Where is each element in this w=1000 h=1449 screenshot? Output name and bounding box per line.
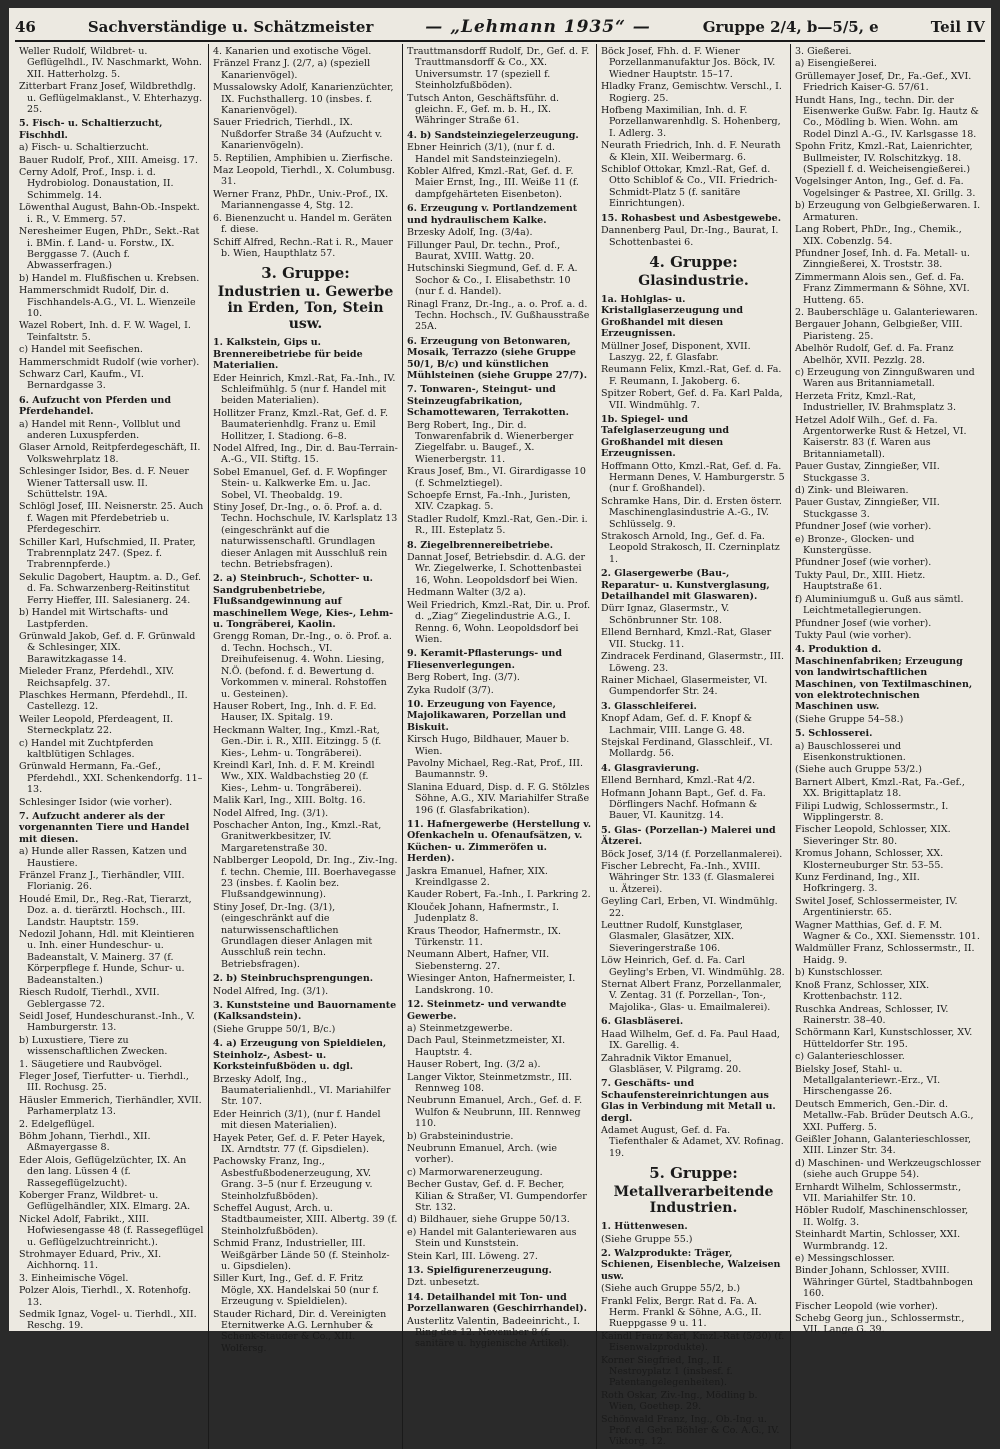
directory-entry: Spohn Fritz, Kmzl.-Rat, Laienrichter, Bullmeister, IV. Rolschitzkyg. 18. (Speziell f. d. Weicheisengießerei.) — [795, 141, 973, 176]
section-heading: 9. Keramit-Pflasterungs- und Fliesenverlegungen. — [407, 648, 562, 671]
directory-entry: (Siehe Gruppe 55.) — [601, 1233, 693, 1245]
directory-entry: Pfundner Josef (wie vorher). — [795, 521, 932, 533]
directory-entry: Filipi Ludwig, Schlossermstr., I. Wipplingerstr. 8. — [795, 800, 949, 823]
directory-entry: Neumann Albert, Hafner, VII. Siebensterng. 27. — [407, 949, 550, 972]
directory-entry: Hayek Peter, Gef. d. F. Peter Hayek, IX. Arndtstr. 77 (f. Gipsdielen). — [213, 1132, 386, 1155]
section-heading: 11. Hafnergewerbe (Herstellung v. Ofenkacheln u. Ofenaufsätzen, v. Küchen- u. Zimmeröfen u. Herden). — [407, 819, 592, 865]
directory-entry: Eder Heinrich, Kmzl.-Rat, Fa.-Inh., IV. Schleifmühlg. 5 (nur f. Handel mit beiden Materialien). — [213, 372, 396, 407]
directory-entry: Fischer Leopold (wie vorher). — [795, 1300, 938, 1312]
directory-entry: Herzeta Fritz, Kmzl.-Rat, Industrieller, IV. Brahmsplatz 3. — [795, 390, 957, 414]
directory-entry: Adamet August, Gef. d. Fa. Tiefenthaler & Adamet, XV. Rofinag. 19. — [601, 1124, 784, 1159]
directory-entry: Fränzel Franz J., Tierhändler, VIII. Florianig. 26. — [19, 870, 185, 893]
directory-entry: 4. Kanarien und exotische Vögel. — [213, 46, 372, 57]
directory-entry: Stauder Richard, Dir. d. Vereinigten Eternitwerke A.G. Lernhuber & Schenk-Stauder & Co., XIII. Wolfersg. — [213, 1308, 387, 1354]
directory-entry: Schebg Georg jun., Schlossermstr., VII. Lange G. 39. — [795, 1313, 965, 1336]
directory-entry: Fischer Leopold, Schlosser, XIX. Sieveringer Str. 80. — [795, 824, 951, 847]
column-4 — [597, 44, 791, 1449]
directory-entry: Weiler Leopold, Pferdeagent, II. Sterneckplatz 22. — [19, 713, 174, 737]
section-heading: 10. Erzeugung von Fayence, Majolikawaren, Porzellan und Biskuit. — [407, 698, 567, 733]
directory-entry: Fischer Lebrecht, Fa.-Inh., XVIII. Währinger Str. 133 (f. Glasmalerei u. Ätzerei). — [601, 861, 775, 895]
directory-entry: Slanina Eduard, Disp. d. F. G. Stölzles Söhne, A.G., XIV. Mariahilfer Straße 196 (f. Glasfabrikation). — [407, 781, 590, 816]
section-heading: 2. Glasergewerbe (Bau-, Reparatur- u. Kunstverglasung, Detailhandel mit Glaswaren). — [601, 568, 770, 603]
directory-entry: 3. Einheimische Vögel. — [19, 1272, 129, 1284]
section-heading: 1. Hüttenwesen. — [601, 1221, 688, 1233]
group-heading: 4. Gruppe: — [649, 252, 738, 271]
directory-entry: Weller Rudolf, Wildbret- u. Geflügelhdl., IV. Naschmarkt, Wohn. XII. Hatterholzg. 5. — [19, 46, 202, 80]
directory-entry: Cerny Adolf, Prof., Insp. i. d. Hydrobiolog. Donaustation, II. Schimmelg. 14. — [19, 167, 174, 201]
directory-entry: Kaindl Franz Karl, Kmzl.-Rat (5/30) (f. Eisenwalzprodukte). — [601, 1330, 785, 1354]
directory-entry: Neubrunn Emanuel, Arch. (wie vorher). — [407, 1142, 557, 1166]
directory-entry: Hladky Franz, Gemischtw. Verschl., I. Rogierg. 25. — [601, 81, 782, 104]
directory-entry: Schramke Hans, Dir. d. Ersten österr. Maschinenglasindustrie A.-G., IV. Schlüsselg. 9. — [601, 495, 782, 530]
directory-entry: Sobel Emanuel, Gef. d. F. Wopfinger Stein- u. Kalkwerke Em. u. Jac. Sobel, VI. Theobaldg. 19. — [213, 466, 387, 501]
directory-entry: Schoepfe Ernst, Fa.-Inh., Juristen, XIV. Czapkag. 5. — [407, 490, 571, 513]
directory-entry: Waldmüller Franz, Schlossermstr., II. Haidg. 9. — [795, 943, 975, 966]
directory-entry: Eder Alois, Geflügelzüchter, IX. An den lang. Lüssen 4 (f. Rassegeflügelzucht). — [19, 1154, 187, 1189]
directory-entry: Zyka Rudolf (3/7). — [407, 684, 494, 696]
directory-entry: Schlögl Josef, III. Neisnerstr. 25. Auch f. Wagen mit Pferdebetrieb u. Pferdegeschirr. — [19, 501, 204, 536]
section-heading: 6. Erzeugung von Betonwaren, Mosaik, Terrazzo (siehe Gruppe 50/1, B/c) und künstlichen Mühlsteinen (siehe Gruppe 27/7). — [407, 335, 588, 381]
section-heading: 1a. Hohlglas- u. Kristallglaserzeugung und Großhandel mit diesen Erzeugnissen. — [601, 293, 743, 340]
directory-entry: Tukty Paul, Dr., XIII. Hietz. Hauptstraße 61. — [795, 569, 926, 593]
section-heading: 15. Rohasbest und Asbestgewebe. — [601, 212, 782, 224]
directory-entry: Langer Viktor, Steinmetzmstr., III. Rennweg 108. — [407, 1071, 573, 1094]
directory-entry: Spitzer Robert, Gef. d. Fa. Karl Palda, VII. Windmühlg. 7. — [601, 388, 783, 411]
directory-entry: 2. Bauberschläge u. Galanteriewaren. — [795, 306, 978, 318]
directory-entry: Geißler Johann, Galanterieschlosser, XIII. Linzer Str. 34. — [795, 1133, 972, 1157]
section-heading: 2. b) Steinbruchsprengungen. — [213, 973, 374, 985]
directory-entry: Abelhör Rudolf, Gef. d. Fa. Franz Abelhör, XVII. Pezzlg. 28. — [795, 343, 954, 366]
column-1 — [15, 44, 209, 1449]
directory-entry: Fillunger Paul, Dr. techn., Prof., Baurat, XVIII. Wattg. 20. — [407, 239, 561, 262]
directory-entry: Roth Oskar, Ziv.-Ing., Mödling b. Wien, Goethep. 29. — [601, 1389, 758, 1413]
directory-entry: b) Handel m. Flußfischen u. Krebsen. — [19, 272, 200, 284]
directory-entry: 2. Edelgeflügel. — [19, 1118, 95, 1130]
directory-entry: Sternat Albert Franz, Porzellanmaler, V. Zentag. 31 (f. Porzellan-, Ton-, Majolika-, Glas- u. Emailmalerei). — [601, 979, 782, 1013]
directory-entry: c) Marmorwarenerzeugung. — [407, 1166, 543, 1178]
directory-entry: Ellend Bernhard, Kmzl.-Rat 4/2. — [601, 775, 756, 787]
directory-entry: Brzesky Adolf, Ing. (3/4a). — [407, 227, 533, 239]
directory-entry: Barnert Albert, Kmzl.-Rat, Fa.-Gef., XX. Brigittaplatz 18. — [795, 776, 965, 800]
directory-entry: Böhm Johann, Tierhdl., XII. Aßmayergasse 8. — [19, 1130, 151, 1154]
directory-entry: Strakosch Arnold, Ing., Gef. d. Fa. Leopold Strakosch, II. Czerninplatz 1. — [601, 531, 780, 565]
directory-entry: Nablberger Leopold, Dr. Ing., Ziv.-Ing. f. techn. Chemie, III. Boerhavegasse 23 (insbes. f. Kaolin bez. Flußsandgewinnung). — [213, 855, 398, 901]
directory-entry: Stejskal Ferdinand, Glasschleif., VI. Mollardg. 56. — [601, 736, 773, 760]
directory-entry: Polzer Alois, Tierhdl., X. Rotenhofg. 13. — [19, 1285, 192, 1308]
directory-entry: Mussalowsky Adolf, Kanarienzüchter, IX. Fuchsthallerg. 10 (insbes. f. Kanarienvögel). — [213, 82, 394, 117]
directory-entry: Hammerschmidt Rudolf, Dir. d. Fischhandels-A.G., VI. L. Wienzeile 10. — [19, 285, 196, 319]
directory-entry: Kreindl Karl, Inh. d. F. M. Kreindl Ww., XIX. Waldbachstieg 20 (f. Kies-, Lehm- u. Tongräberei). — [213, 759, 375, 794]
directory-entry: a) Fisch- u. Schaltierzucht. — [19, 142, 149, 154]
directory-entry: b) Kunstschlosser. — [795, 967, 883, 979]
directory-entry: Pauer Gustav, Zinngießer, VII. Stuckgasse 3. — [795, 461, 940, 484]
directory-entry: Wiesinger Anton, Hafnermeister, I. Landskrong. 10. — [407, 973, 576, 996]
section-heading: 5. Glas- (Porzellan-) Malerei und Ätzerei. — [601, 824, 776, 848]
page-number: 46 — [15, 18, 36, 36]
directory-entry: c) Handel mit Zuchtpferden kaltblütigen Schlages. — [19, 737, 154, 760]
section-heading: 7. Geschäfts- und Schaufenstereinrichtungen aus Glas in Verbindung mit Metall u. dergl. — [601, 1078, 776, 1124]
directory-entry: Dach Paul, Steinmetzmeister, XI. Hauptstr. 4. — [407, 1035, 566, 1058]
group-heading: 5. Gruppe: — [649, 1164, 738, 1183]
directory-entry: Hollitzer Franz, Kmzl.-Rat, Gef. d. F. Baumaterienhdlg. Franz u. Emil Hollitzer, I. Stadiong. 6–8. — [213, 407, 389, 442]
directory-entry: Sauer Friedrich, Tierhdl., IX. Nußdorfer Straße 34 (Aufzucht v. Kanarienvögeln). — [213, 117, 383, 152]
directory-entry: 6. Bienenzucht u. Handel m. Geräten f. diese. — [213, 212, 392, 236]
directory-entry: 5. Reptilien, Amphibien u. Zierfische. — [213, 152, 393, 164]
directory-entry: b) Luxustiere, Tiere zu wissenschaftlichen Zwecken. — [19, 1034, 168, 1058]
directory-entry: Hundt Hans, Ing., techn. Dir. der Eisenwerke Gußw. Fabr. Ig. Hautz & Co., Mödling b. Wien. Wohn. am Rodel Dinzl A.-G., IV. Karlsgasse 18. — [795, 94, 979, 140]
directory-entry: Schwarz Carl, Kaufm., VI. Bernardgasse 3. — [19, 368, 144, 392]
directory-entry: Hammerschmidt Rudolf (wie vorher). — [19, 356, 200, 368]
directory-entry: Zindracek Ferdinand, Glasermstr., III. Löweng. 23. — [601, 651, 785, 674]
directory-entry: Ebner Heinrich (3/1), (nur f. d. Handel mit Sandsteinziegeln). — [407, 142, 561, 165]
column-2 — [209, 44, 403, 1449]
directory-entry: Jaskra Emanuel, Hafner, XIX. Kreindlgasse 2. — [407, 865, 548, 889]
directory-entry: Kraus Theodor, Hafnermstr., IX. Türkenstr. 11. — [407, 925, 561, 949]
directory-entry: Frankl Felix, Bergr. Rat d. Fa. A. Herm. Frankl & Söhne, A.G., II. Rueppgasse 9 u. 11. — [601, 1295, 762, 1330]
directory-entry: (Siehe Gruppe 50/1, B/c.) — [213, 1023, 336, 1035]
directory-entry: c) Erzeugung von Zinngußwaren und Waren aus Britanniametall. — [795, 366, 975, 390]
directory-entry: (Siehe Gruppe 54–58.) — [795, 713, 904, 725]
directory-entry: Grünwald Jakob, Gef. d. F. Grünwald & Schlesinger, XIX. Barawitzkagasse 14. — [19, 630, 196, 665]
directory-entry: Stiny Josef, Dr.-Ing., o. ö. Prof. a. d. Techn. Hochschule, IV. Karlsplatz 13 (eingeschränkt auf die naturwissenschaftl. Grundlagen dieser Anlagen mit Ausschluß rein techn. Betriebsfragen). — [213, 502, 398, 571]
group-subtitle: Metallverarbeitende Industrien. — [613, 1184, 774, 1217]
directory-entry: d) Bildhauer, siehe Gruppe 50/13. — [407, 1214, 570, 1226]
directory-entry: Berg Robert, Ing. (3/7). — [407, 672, 520, 684]
directory-entry: Geyling Carl, Erben, VI. Windmühlg. 22. — [601, 896, 778, 919]
directory-entry: e) Handel mit Galanteriewaren aus Stein und Kunststein. — [407, 1226, 577, 1250]
section-heading: 4. b) Sandsteinziegelerzeugung. — [407, 129, 579, 141]
directory-entry: Schörmann Karl, Kunstschlosser, XV. Hütteldorfer Str. 195. — [795, 1027, 973, 1050]
directory-entry: Zahradnik Viktor Emanuel, Glasbläser, V. Pilgramg. 20. — [601, 1052, 742, 1075]
directory-entry: Hetzel Adolf Wilh., Gef. d. Fa. Argentorwerke Rust & Hetzel, VI. Kaiserstr. 83 (f. Waren aus Britanniametall). — [795, 414, 967, 460]
directory-entry: Trauttmansdorff Rudolf, Dr., Gef. d. F. Trauttmansdorff & Co., XX. Universumstr. 17 (speziell f. Steinholzfußböden). — [407, 46, 590, 92]
directory-entry: Lang Robert, PhDr., Ing., Chemik., XIX. Cobenzlg. 54. — [795, 224, 962, 247]
directory-entry: e) Messingschlosser. — [795, 1253, 895, 1265]
directory-entry: Hofmann Johann Bapt., Gef. d. Fa. Dörflingers Nachf. Hofmann & Bauer, VI. Kaunitzg. 14. — [601, 787, 766, 822]
directory-entry: Schiller Karl, Hufschmied, II. Prater, Trabrennplatz 247. (Spez. f. Trabrennpferde.) — [19, 536, 196, 571]
directory-entry: Brzesky Adolf, Ing., Baumaterialienhdl., VI. Mariahilfer Str. 107. — [213, 1073, 391, 1108]
directory-entry: Seidl Josef, Hundeschuranst.-Inh., V. Hamburgerstr. 13. — [19, 1010, 195, 1034]
directory-entry: Häusler Emmerich, Tierhändler, XVII. Parhamerplatz 13. — [19, 1094, 202, 1118]
directory-entry: Schönwald Franz, Ing., Ob.-Ing. u. Prof. d. Gebr. Böhler & Co. A.G., IV. Viktorg. 12. — [601, 1413, 780, 1448]
group-heading: 3. Gruppe: — [261, 264, 350, 283]
directory-entry: Nodel Alfred, Ing., Dir. d. Bau-Terrain-A.-G., VII. Stiftg. 15. — [213, 442, 398, 466]
directory-entry: c) Handel mit Seefischen. — [19, 344, 143, 356]
directory-entry: Fleger Josef, Tierfutter- u. Tierhdl., III. Rochusg. 25. — [19, 1070, 189, 1094]
directory-entry: Plaschkes Hermann, Pferdehdl., II. Castellezg. 12. — [19, 689, 188, 713]
directory-entry: Deutsch Emmerich, Gen.-Dir. d. Metallw.-Fab. Brüder Deutsch A.G., XXI. Pufferg. 5. — [795, 1098, 974, 1133]
directory-entry: (Siehe auch Gruppe 53/2.) — [795, 764, 922, 776]
section-title: Sachverständige u. Schätzmeister — [87, 18, 374, 36]
directory-entry: Kromus Johann, Schlosser, XX. Klosterneuburger Str. 53–55. — [795, 848, 944, 871]
directory-entry: Neurath Friedrich, Inh. d. F. Neurath & Klein, XII. Weibermarg. 6. — [601, 140, 781, 163]
directory-entry: Reumann Felix, Kmzl.-Rat, Gef. d. Fa. F. Reumann, I. Jakoberg. 6. — [601, 364, 782, 387]
directory-entry: Strohmayer Eduard, Priv., XI. Aichhornq. 11. — [19, 1249, 162, 1272]
directory-entry: Pfundner Josef, Inh. d. Fa. Metall- u. Zinngießerei, X. Troststr. 38. — [795, 247, 970, 271]
section-heading: 12. Steinmetz- und verwandte Gewerbe. — [407, 999, 567, 1022]
section-heading: 7. Aufzucht anderer als der vorgenannten Tiere und Handel mit diesen. — [19, 811, 190, 845]
directory-entry: Dannat Josef, Betriebsdir. d. A.G. der Wr. Ziegelwerke, I. Schottenbastei 16, Wohn. Leopoldsdorf bei Wien. — [407, 552, 586, 586]
directory-entry: Hauser Robert, Ing. (3/2 a). — [407, 1059, 541, 1071]
directory-entry: Nickel Adolf, Fabrikt., XIII. Hofwiesengasse 48 (f. Rassegeflügel u. Geflügelzuchtreinricht.). — [19, 1213, 204, 1248]
section-heading: 4. Produktion d. Maschinenfabriken; Erzeugung von landwirtschaftlichen Maschinen, von Textilmaschinen, von elektrotechnischen Maschinen usw. — [795, 644, 973, 713]
directory-entry: Grüllemayer Josef, Dr., Fa.-Gef., XVI. Friedrich Kaiser-G. 57/61. — [795, 70, 972, 94]
section-heading: 14. Detailhandel mit Ton- und Porzellanwaren (Geschirrhandel). — [407, 1291, 587, 1315]
directory-entry: e) Bronze-, Glocken- und Kunstergüsse. — [795, 533, 915, 557]
directory-entry: Schlesinger Isidor, Bes. d. F. Neuer Wiener Tattersall usw. II. Schüttelstr. 19A. — [19, 466, 189, 501]
column-5 — [791, 44, 985, 1449]
section-heading: 4. Glasgravierung. — [601, 762, 700, 774]
directory-entry: Siller Kurt, Ing., Gef. d. F. Fritz Mögle, XX. Handelskai 50 (nur f. Erzeugung v. Spieldielen). — [213, 1273, 379, 1308]
directory-entry: Sekulic Dagobert, Hauptm. a. D., Gef. d. Fa. Schwarzenberg-Reitinstitut Ferry Hieffer, III. Salesianerg. 24. — [19, 571, 202, 606]
publication-title: — „Lehmann 1935“ — — [425, 17, 651, 37]
group-range: Gruppe 2/4, b—5/5, e — [702, 18, 879, 36]
directory-entry: d) Zink- und Bleiwaren. — [795, 485, 909, 497]
directory-entry: a) Steinmetzgewerbe. — [407, 1022, 513, 1034]
directory-entry: Steinhardt Martin, Schlosser, XXI. Wurmbrandg. 12. — [795, 1229, 961, 1252]
directory-entry: Zitterbart Franz Josef, Wildbrethdlg. u. Geflügelmaklanst., V. Ehterhazyg. 25. — [19, 81, 203, 116]
directory-entry: Eder Heinrich (3/1), (nur f. Handel mit diesen Materialien). — [213, 1108, 381, 1132]
directory-entry: Stadler Rudolf, Kmzl.-Rat, Gen.-Dir. i. R., III. Esteplatz 5. — [407, 513, 588, 537]
directory-entry: Kobler Alfred, Kmzl.-Rat, Gef. d. F. Maier Ernst, Ing., III. Weiße 11 (f. dampfgehärteten Eisenbeton). — [407, 166, 579, 200]
directory-entry: Grengg Roman, Dr.-Ing., o. ö. Prof. a. d. Techn. Hochsch., VI. Dreihufeisenug. 4. Wohn. Liesing, N.Ö. (befond. f. d. Bewertung d. Vorkommen v. mineral. Rohstoffen u. Gesteinen). — [213, 631, 392, 700]
directory-entry: Schiff Alfred, Rechn.-Rat i. R., Mauer b. Wien, Haupthlatz 57. — [213, 236, 393, 259]
directory-entry: Pavolny Michael, Reg.-Rat, Prof., III. Baumannstr. 9. — [407, 757, 583, 781]
directory-entry: Hofbeng Maximilian, Inh. d. F. Porzellanwarenhdlg. S. Hohenberg, I. Adlerg. 3. — [601, 105, 781, 139]
group-subtitle: Glasindustrie. — [638, 272, 749, 289]
directory-entry: Schmid Franz, Industrieller, III. Weißgärber Lände 50 (f. Steinholz- u. Gipsdielen). — [213, 1238, 390, 1272]
directory-entry: Hedmann Walter (3/2 a). — [407, 587, 526, 599]
section-heading: 2. Walzprodukte: Träger, Schienen, Eisenbleche, Walzeisen usw. — [601, 1247, 781, 1282]
directory-entry: b) Grabsteinindustrie. — [407, 1130, 514, 1142]
section-heading: 6. Glasbläserei. — [601, 1016, 684, 1028]
directory-entry: Wagner Matthias, Gef. d. F. M. Wagner & Co., XXI. Siemensstr. 101. — [795, 919, 980, 943]
directory-entry: Schiblof Ottokar, Kmzl.-Rat, Gef. d. Otto Schiblof & Co., VII. Friedrich-Schmidt-Platz 5 (f. sanitäre Einrichtungen). — [601, 164, 778, 210]
directory-entry: c) Galanterieschlosser. — [795, 1051, 905, 1063]
section-heading: 7. Tonwaren-, Steingut- und Steinzeugfabrikation, Schamottewaren, Terrakotten. — [407, 384, 569, 419]
directory-entry: Pachowsky Franz, Ing., Asbestfußbodenerzeugung, XV. Grang. 3–5 (nur f. Erzeugung v. Steinholzfußböden). — [213, 1156, 373, 1202]
directory-entry: Schlesinger Isidor (wie vorher). — [19, 796, 173, 808]
section-heading: 3. Kunststeine und Bauornamente (Kalksandstein). — [213, 1000, 397, 1023]
directory-entry: Riesch Rudolf, Tierhdl., XVII. Geblergasse 72. — [19, 987, 160, 1010]
directory-entry: b) Erzeugung von Gelbgießerwaren. I. Armaturen. — [795, 200, 981, 223]
directory-entry: Neresheimer Eugen, PhDr., Sekt.-Rat i. BMin. f. Land- u. Forstw., IX. Berggasse 7. (Auch f. Abwasserfragen.) — [19, 226, 200, 272]
section-heading: 5. Schlosserei. — [795, 728, 873, 740]
section-heading: 8. Ziegelbrennereibetriebe. — [407, 539, 554, 551]
directory-entry: (Siehe auch Gruppe 55/2, b.) — [601, 1283, 741, 1295]
directory-entry: a) Handel mit Renn-, Vollblut und anderen Luxuspferden. — [19, 418, 181, 441]
section-heading: 1. Kalkstein, Gips u. Brennereibetriebe für beide Materialien. — [213, 337, 363, 372]
directory-entry: Höbler Rudolf, Maschinenschlosser, II. Wolfg. 3. — [795, 1205, 969, 1228]
text-columns — [15, 44, 985, 1448]
directory-entry: 1. Säugetiere und Raubvögel. — [19, 1058, 163, 1070]
directory-entry: Müllner Josef, Disponent, XVII. Laszyg. 22, f. Glasfabr. — [601, 340, 751, 363]
directory-entry: Pauer Gustav, Zinngießer, VII. Stuckgasse 3. — [795, 497, 940, 520]
directory-entry: Ernhardt Wilhelm, Schlossermstr., VII. Mariahilfer Str. 10. — [795, 1181, 962, 1204]
directory-entry: Korner Siegfried, Ing., II. Nestroyplatz 1 (insbesf. f. Patentangelegenheiten). — [601, 1354, 733, 1389]
directory-entry: Nodel Alfred, Ing. (3/1). — [213, 985, 329, 997]
directory-entry: Tukty Paul (wie vorher). — [795, 629, 912, 641]
page-header — [15, 14, 985, 42]
section-heading: 6. Aufzucht von Pferden und Pferdehandel. — [19, 394, 171, 418]
directory-entry: Houdé Emil, Dr., Reg.-Rat, Tierarzt, Doz. a. d. tierärztl. Hochsch., III. Landstr. Hauptstr. 159. — [19, 893, 192, 928]
directory-entry: Wazel Robert, Inh. d. F. W. Wagel, I. Teinfaltstr. 5. — [19, 320, 191, 343]
directory-entry: Kauder Robert, Fa.-Inh., I. Parkring 2. — [407, 889, 591, 901]
directory-entry: Becher Gustav, Gef. d. F. Becher, Kilian & Straßer, VI. Gumpendorfer Str. 132. — [407, 1179, 587, 1213]
directory-entry: Malik Karl, Ing., XIII. Boltg. 16. — [213, 795, 366, 807]
directory-entry: Kraus Josef, Bm., VI. Girardigasse 10 (f. Schmelztiegel). — [407, 466, 586, 489]
directory-entry: Dzt. unbesetzt. — [407, 1277, 480, 1289]
section-heading: 6. Erzeugung v. Portlandzement und hydraulischem Kalke. — [407, 203, 578, 226]
group-subtitle: Industrien u. Gewerbe in Erden, Ton, Stein usw. — [217, 284, 394, 333]
directory-entry: Koberger Franz, Wildbret- u. Geflügelhändler, XIX. Elmarg. 2A. — [19, 1190, 191, 1213]
directory-entry: Binder Johann, Schlosser, XVIII. Währinger Gürtel, Stadtbahnbogen 160. — [795, 1265, 973, 1300]
directory-entry: Dannenberg Paul, Dr.-Ing., Baurat, I. Schottenbastei 6. — [601, 225, 779, 248]
directory-entry: Haad Wilhelm, Gef. d. Fa. Paul Haad, IX. Garellig. 4. — [601, 1028, 780, 1052]
directory-entry: Bauer Rudolf, Prof., XIII. Ameisg. 17. — [19, 154, 198, 166]
directory-entry: Maz Leopold, Tierhdl., X. Columbusg. 31. — [213, 165, 395, 188]
directory-entry: Heckmann Walter, Ing., Kmzl.-Rat, Gen.-Dir. i. R., XIII. Eitzingg. 5 (f. Kies-, Lehm- u. Tongräberei). — [213, 724, 382, 759]
directory-page — [9, 8, 991, 1448]
section-heading: 13. Spielfigurenerzeugung. — [407, 1265, 552, 1277]
directory-entry: a) Bauschlosserei und Eisenkonstruktionen. — [795, 740, 906, 763]
directory-entry: Pfundner Josef (wie vorher). — [795, 617, 932, 629]
directory-entry: Bergauer Johann, Gelbgießer, VIII. Piaristeng. 25. — [795, 319, 963, 342]
section-heading: 5. Fisch- u. Schaltierzucht, Fischhdl. — [19, 118, 163, 141]
directory-entry: Stein Karl, III. Löweng. 27. — [407, 1250, 538, 1262]
section-heading: 3. Glasschleiferei. — [601, 700, 697, 712]
directory-entry: Bielsky Josef, Stahl- u. Metallgalanteriewr.-Erz., VI. Hirschengasse 26. — [795, 1063, 941, 1098]
directory-entry: Vogelsinger Anton, Ing., Gef. d. Fa. Vogelsinger & Pastree, XI. Grillg. 3. — [795, 176, 976, 199]
directory-entry: Böck Josef, 3/14 (f. Porzellanmalerei). — [601, 848, 783, 860]
directory-entry: Austerlitz Valentin, Badeeinricht., I. Ring des 12. November 8 (f. sanitäre u. hygienische Artikel). — [407, 1315, 580, 1350]
directory-entry: Neubrunn Emanuel, Arch., Gef. d. F. Wulfon & Neubrunn, III. Rennweg 110. — [407, 1095, 583, 1130]
directory-entry: Kunz Ferdinand, Ing., XII. Hofkringerg. 3. — [795, 872, 920, 895]
directory-entry: a) Hunde aller Rassen, Katzen und Haustiere. — [19, 846, 187, 869]
directory-entry: Knoß Franz, Schlosser, XIX. Krottenbachstr. 112. — [795, 979, 930, 1003]
directory-entry: Klouček Johann, Hafnermstr., I. Judenplatz 8. — [407, 901, 560, 925]
directory-entry: Kirsch Hugo, Bildhauer, Mauer b. Wien. — [407, 734, 570, 757]
directory-entry: a) Eisengießerei. — [795, 58, 877, 70]
directory-entry: Berg Robert, Ing., Dir. d. Tonwarenfabrik d. Wienerberger Ziegelfabr. u. Baugef., X. Wienerbergstr. 11. — [407, 419, 574, 465]
directory-entry: Nodel Alfred, Ing. (3/1). — [213, 807, 329, 819]
directory-entry: Mieleder Franz, Pferdehdl., XIV. Reichsapfelg. 37. — [19, 666, 175, 689]
directory-entry: Hutschinski Siegmund, Gef. d. F. A. Sochor & Co., I. Elisabethstr. 10 (nur f. d. Handel). — [407, 263, 578, 298]
directory-entry: Ruschka Andreas, Schlosser, IV. Rainerstr. 38–40. — [795, 1003, 949, 1026]
directory-entry: Rainer Michael, Glasermeister, VI. Gumpendorfer Str. 24. — [601, 674, 768, 698]
directory-entry: Ellend Bernhard, Kmzl.-Rat, Glaser VII. Stuckg. 11. — [601, 627, 772, 650]
directory-entry: Poschacher Anton, Ing., Kmzl.-Rat, Granitwerkbesitzer, IV. Margaretenstraße 30. — [213, 819, 382, 854]
directory-entry: Dürr Ignaz, Glasermstr., V. Schönbrunner Str. 108. — [601, 603, 730, 626]
directory-entry: b) Handel mit Wirtschafts- und Lastpferden. — [19, 607, 169, 630]
directory-entry: Rinagl Franz, Dr.-Ing., a. o. Prof. a. d. Techn. Hochsch., IV. Gußhausstraße 25A. — [407, 298, 590, 333]
directory-entry: Pfundner Josef (wie vorher). — [795, 557, 932, 569]
directory-entry: Hoffmann Otto, Kmzl.-Rat, Gef. d. Fa. Hermann Denes, V. Hamburgerstr. 5 (nur f. Großhandel). — [601, 460, 785, 495]
directory-entry: Löw Heinrich, Gef. d. Fa. Carl Geyling's Erben, VI. Windmühlg. 28. — [601, 955, 785, 978]
part-label: Teil IV — [930, 18, 985, 36]
directory-entry: Glaser Arnold, Reitpferdegeschäft, II. Volkswehrplatz 18. — [19, 442, 201, 465]
directory-entry: Sedmik Ignaz, Vogel- u. Tierhdl., XII. Reschg. 19. — [19, 1309, 197, 1332]
directory-entry: Switel Josef, Schlossermeister, IV. Argentinierstr. 65. — [795, 895, 958, 919]
column-3 — [403, 44, 597, 1449]
directory-entry: Werner Franz, PhDr., Univ.-Prof., IX. Mariannengasse 4, Stg. 12. — [213, 188, 389, 212]
directory-entry: 3. Gießerei. — [795, 46, 852, 57]
directory-entry: Nedozil Johann, Hdl. mit Kleintieren u. Inh. einer Hundeschur- u. Badeanstalt, V. Mainerg. 37 (f. Körperpflege f. Hunde, Schur- u. Badeanstalten.) — [19, 929, 195, 986]
directory-entry: Grünwald Hermann, Fa.-Gef., Pferdehdl., XXI. Schenkendorfg. 11–13. — [19, 761, 203, 796]
directory-entry: Weil Friedrich, Kmzl.-Rat, Dir. u. Prof. d. „Ziag“ Ziegelindustrie A.G., I. Renng. 6, Wohn. Leopoldsdorf bei Wien. — [407, 599, 591, 645]
directory-entry: d) Maschinen- und Werkzeugschlosser (siehe auch Gruppe 54). — [795, 1157, 981, 1181]
directory-entry: Scheffel August, Arch. u. Stadtbaumeister, XIII. Albertg. 39 (f. Steinholzfußböden). — [213, 1202, 398, 1237]
directory-entry: f) Aluminiumguß u. Guß aus sämtl. Leichtmetallegierungen. — [795, 593, 964, 617]
directory-entry: Fränzel Franz J. (2/7, a) (speziell Kanarienvögel). — [213, 58, 371, 81]
directory-entry: Stiny Josef, Dr.-Ing. (3/1), (eingeschränkt auf die naturwissenschaftlichen Grundlagen dieser Anlagen mit Ausschluß rein techn. Betriebsfragen). — [213, 901, 373, 970]
section-heading: 1b. Spiegel- und Tafelglaserzeugung und Großhandel mit diesen Erzeugnissen. — [601, 413, 730, 460]
directory-entry: Hauser Robert, Ing., Inh. d. F. Ed. Hauser, IX. Spitalg. 19. — [213, 700, 377, 724]
directory-entry: Knopf Adam, Gef. d. F. Knopf & Lachmair, VIII. Lange G. 48. — [601, 713, 752, 736]
section-heading: 4. a) Erzeugung von Spieldielen, Steinholz-, Asbest- u. Korksteinfußböden u. dgl. — [213, 1038, 387, 1073]
directory-entry: Leuttner Rudolf, Kunstglaser, Glasmaler, Glasätzer, XIX. Sieveringerstraße 106. — [601, 920, 743, 954]
directory-entry: Zimmermann Alois sen., Gef. d. Fa. Franz Zimmermann & Söhne, XVI. Hutteng. 65. — [795, 271, 970, 306]
directory-entry: Löwenthal August, Bahn-Ob.-Inspekt. i. R., V. Emmerg. 57. — [19, 202, 200, 225]
directory-entry: Böck Josef, Fhh. d. F. Wiener Porzellanmanufaktur Jos. Böck, IV. Wiedner Hauptstr. 15–17. — [601, 46, 776, 80]
directory-entry: Tutsch Anton, Geschäftsführ. d. gleichn. F., Gef. m. b. H., IX. Währinger Straße 61. — [407, 92, 560, 127]
section-heading: 2. a) Steinbruch-, Schotter- u. Sandgrubenbetriebe, Flußsandgewinnung auf maschinellem Wege, Kies-, Lehm- u. Tongräberei, Kaolin. — [213, 573, 394, 631]
